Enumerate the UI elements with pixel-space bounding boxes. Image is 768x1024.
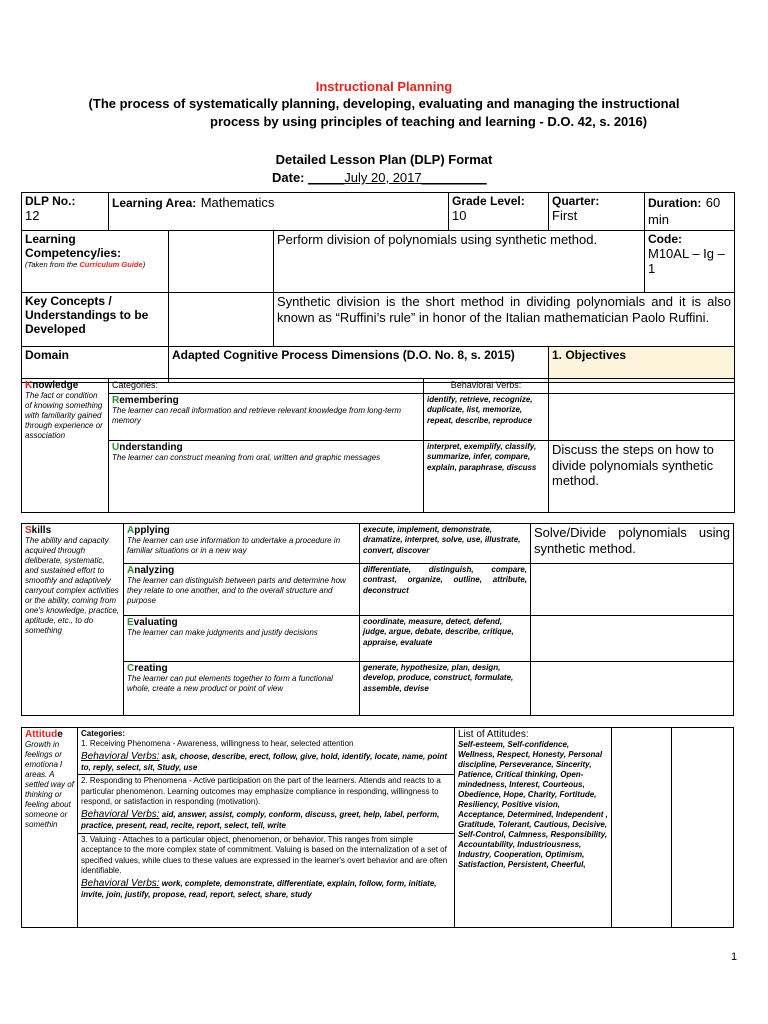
attitude-list: Self-esteem, Self-confidence, Wellness, Respect, Honesty, Personal discipline, Perseverance, Sincerity, Patience, Critical thinking, Open-mindedness, Interest, Courteous, Obedience, Hope, Charity, Fortitude, Resiliency, Positive vision, Acceptance, Determined, Independent , Gratitude, Tolerant, Cautious, Decisive, Self-Control, Calmness, Responsibility, Accountability, Industriousness, Industry, Cooperation, Optimism, Satisfaction, Persistent, Cheerful,: [458, 740, 608, 869]
behavioral-verbs-label: Behavioral Verbs:: [424, 379, 549, 394]
attitude-table: [21, 727, 734, 928]
evaluating-cell: [124, 616, 360, 662]
creating-initial: C: [127, 663, 135, 674]
curriculum-guide-label: Curriculum Guide: [79, 260, 143, 269]
attitude-desc: Growth in feelings or emotiona l areas. A settled way of thinking or feeling about someone or somethin: [25, 740, 74, 829]
blank-cell: [549, 379, 735, 394]
attitude-cell: [22, 728, 78, 928]
attitude-title: e: [57, 729, 63, 740]
code-label: Code:: [648, 232, 682, 246]
subtitle-line-1: (The process of systematically planning, developing, evaluating and managing the instructional: [88, 96, 680, 111]
applying-desc: The learner can use information to undertake a procedure in familiar situations or in a new way: [127, 536, 341, 555]
key-concepts-label: Key Concepts / Understandings to be Developed: [22, 293, 169, 347]
blank-cell: [612, 728, 672, 928]
analyzing-title: nalyzing: [134, 565, 175, 576]
skills-title: kills: [31, 525, 52, 536]
attitude-initial: Attitud: [25, 729, 58, 740]
skills-desc: The ability and capacity acquired through deliberate, systematic, and sustained effort to smoothly and adaptively carryout complex activities or the ability, coming from one's knowledge, practice, aptitude, etc., to do something: [25, 536, 120, 635]
adapted-dimensions-label: Adapted Cognitive Process Dimensions (D.O. No. 8, s. 2015): [169, 347, 549, 383]
bv-label-2: Behavioral Verbs:: [81, 809, 160, 821]
remembering-desc: The learner can recall information and retrieve relevant knowledge from long-term memory: [112, 406, 402, 425]
blank-cell: [549, 394, 735, 441]
blank-cell: [531, 662, 734, 716]
dlp-value: 12: [25, 208, 40, 223]
bv-label-1: Behavioral Verbs:: [81, 750, 160, 762]
skills-cell: [22, 524, 124, 716]
attitude-list-label: List of Attitudes:: [458, 729, 529, 740]
competency-blank-cell: [169, 231, 274, 293]
objectives-label: 1. Objectives: [549, 347, 735, 383]
competency-text: Perform division of polynomials using synthetic method.: [274, 231, 645, 293]
applying-title: pplying: [134, 525, 170, 536]
attitude-category-3: 3. Valuing - Attaches to a particular object, phenomenon, or behavior. This ranges from simple acceptance to the more complex state of commitment. Valuing is based on the internalization of a set of specified values, while clues to these values are expressed in the learner's overt behavior and are often identifiable.: [78, 833, 454, 878]
categories-label: Categories:: [109, 379, 424, 394]
duration-label: Duration:: [648, 196, 702, 210]
understanding-objective: Discuss the steps on how to divide polynomials synthetic method.: [549, 441, 735, 513]
applying-cell: [124, 524, 360, 564]
attitude-list-cell: [455, 728, 612, 928]
knowledge-initial: K: [25, 380, 33, 391]
evaluating-initial: E: [127, 617, 134, 628]
blank-cell: [531, 616, 734, 662]
applying-verbs: execute, implement, demonstrate, dramatize, interpret, solve, use, illustrate, convert, discover: [360, 524, 531, 564]
analyzing-verbs: differentiate, distinguish, compare, contrast, organize, outline, attribute, deconstruct: [360, 564, 531, 616]
date-value: _____July 20, 2017_________: [308, 170, 487, 185]
evaluating-desc: The learner can make judgments and justify decisions: [127, 628, 318, 637]
remembering-cell: [109, 394, 424, 441]
key-concepts-text: Synthetic division is the short method in dividing polynomials and it is also known as “Ruffini’s rule” in honor of the Italian mathematician Paolo Ruffini.: [274, 293, 735, 347]
understanding-initial: U: [112, 442, 120, 453]
quarter-value: First: [552, 208, 578, 223]
skills-initial: S: [25, 525, 32, 536]
knowledge-cell: [22, 379, 109, 513]
dlp-label: DLP No.:: [25, 194, 76, 208]
analyzing-cell: [124, 564, 360, 616]
applying-objective: Solve/Divide polynomials using synthetic method.: [531, 524, 734, 564]
attitude-category-1: 1. Receiving Phenomena - Awareness, willingness to hear, selected attention: [81, 739, 354, 749]
bv-list-2: aid, answer, assist, comply, conform, discuss, greet, help, label, perform, practice, present, read, recite, report, select, tell, write: [81, 810, 440, 831]
knowledge-table: [21, 378, 735, 513]
remembering-title: emembering: [119, 395, 179, 406]
understanding-cell: [109, 441, 424, 513]
dlp-cell: [22, 193, 109, 231]
creating-verbs: generate, hypothesize, plan, design, develop, produce, construct, formulate, assemble, devise: [360, 662, 531, 716]
grade-label: Grade Level:: [452, 194, 525, 208]
creating-cell: [124, 662, 360, 716]
page-title: Instructional Planning: [315, 79, 453, 94]
applying-initial: A: [127, 525, 135, 536]
learning-area-value: Mathematics: [200, 195, 275, 210]
concepts-blank-cell: [169, 293, 274, 347]
code-cell: [645, 231, 735, 293]
quarter-label: Quarter:: [552, 194, 600, 208]
creating-title: reating: [134, 663, 168, 674]
date-line: [272, 170, 487, 185]
evaluating-title: valuating: [133, 617, 178, 628]
competency-label-cell: [22, 231, 169, 293]
learning-area-label: Learning Area:: [112, 196, 197, 210]
blank-cell: [672, 728, 734, 928]
learning-area-cell: [109, 193, 449, 231]
blank-cell: [531, 564, 734, 616]
analyzing-initial: A: [127, 565, 135, 576]
analyzing-desc: The learner can distinguish between parts and determine how they relate to one another, and to the overall structure and purpose: [127, 576, 346, 605]
remembering-verbs: identify, retrieve, recognize, duplicate, list, memorize, repeat, describe, reproduce: [424, 394, 549, 441]
knowledge-title: nowledge: [32, 380, 79, 391]
page-number: 1: [731, 951, 738, 963]
duration-value: 60: [705, 195, 721, 210]
remembering-initial: R: [112, 395, 120, 406]
creating-desc: The learner can put elements together to form a functional whole, create a new product or point of view: [127, 674, 333, 693]
code-value: M10AL – Ig – 1: [648, 246, 725, 276]
competency-label: Learning Competency/ies:: [25, 232, 122, 260]
attitude-category-2: 2. Responding to Phenomena - Active participation on the part of the learners. Attends and reacts to a particular phenomenon. Learning outcomes may emphasize compliance in responding, willingness to respond, or satisfaction in responding (motivation).: [78, 774, 454, 808]
evaluating-verbs: coordinate, measure, detect, defend, judge, argue, debate, describe, critique, appraise, evaluate: [360, 616, 531, 662]
understanding-desc: The learner can construct meaning from oral, written and graphic messages: [112, 453, 381, 462]
attitude-categories-cell: [78, 728, 455, 928]
grade-value: 10: [452, 208, 467, 223]
duration-cell: [645, 193, 735, 231]
bv-label-3: Behavioral Verbs:: [81, 878, 160, 890]
bv-list-1: ask, choose, describe, erect, follow, give, hold, identify, locate, name, point to, reply, select, sit, Study, use: [81, 751, 448, 772]
duration-unit: min: [648, 212, 669, 227]
knowledge-desc: The fact or condition of knowing something with familiarity gained through experience or association: [25, 391, 103, 440]
understanding-title: nderstanding: [119, 442, 183, 453]
competency-note: (Taken from the Curriculum Guide): [25, 260, 146, 269]
bv-list-3: work, complete, demonstrate, differentiate, explain, follow, form, initiate, invite, join, justify, propose, read, report, select, share, study: [81, 879, 437, 900]
format-title: Detailed Lesson Plan (DLP) Format: [275, 152, 493, 167]
subtitle-line-2: process by using principles of teaching and learning - D.O. 42, s. 2016): [210, 114, 648, 129]
understanding-verbs: interpret, exemplify, classify, summarize, infer, compare, explain, paraphrase, discuss: [424, 441, 549, 513]
grade-cell: [449, 193, 549, 231]
attitude-categories-label: Categories:: [81, 729, 126, 738]
quarter-cell: [549, 193, 645, 231]
date-label: Date:: [272, 170, 305, 185]
skills-table: [21, 523, 734, 716]
domain-label: Domain: [22, 347, 169, 383]
lesson-info-table: [21, 192, 735, 383]
